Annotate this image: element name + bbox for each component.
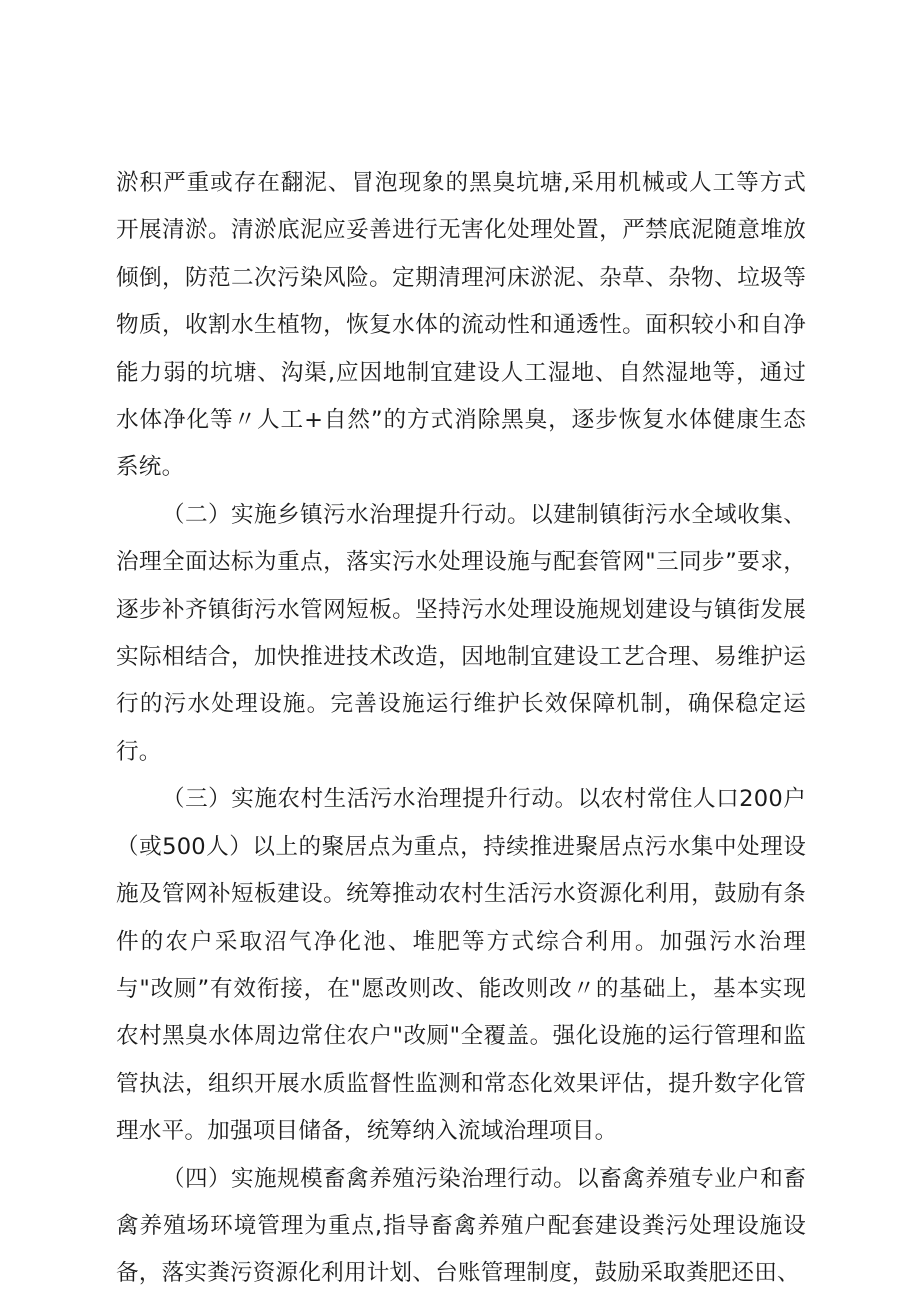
- paragraph-section-4: （四）实施规模畜禽养殖污染治理行动。以畜禽养殖专业户和畜禽养殖场环境管理为重点,指导畜禽养殖户配套建设粪污处理设施设备，落实粪污资源化利用计划、台账管理制度，鼓励采取粪肥还田、: [116, 1165, 806, 1287]
- document-body: [116, 160, 806, 1298]
- paragraph-continuation: 淤积严重或存在翻泥、冒泡现象的黑臭坑塘,采用机械或人工等方式开展清淤。清淤底泥应妥善进行无害化处理处置，严禁底泥随意堆放倾倒，防范二次污染风险。定期清理河床淤泥、杂草、杂物、垃圾等物质，收割水生植物，恢复水体的流动性和通透性。面积较小和自净能力弱的坑塘、沟渠,应因地制宜建设人工湿地、自然湿地等，通过水体净化等〃人工+自然”的方式消除黑臭，逐步恢复水体健康生态系统。: [116, 170, 806, 481]
- paragraph-section-3: （三）实施农村生活污水治理提升行动。以农村常住人口200户（或500人）以上的聚居点为重点，持续推进聚居点污水集中处理设施及管网补短板建设。统筹推动农村生活污水资源化利用，鼓励有条件的农户采取沼气净化池、堆肥等方式综合利用。加强污水治理与"改厕”有效衔接，在"愿改则改、能改则改〃的基础上，基本实现农村黑臭水体周边常住农户"改厕"全覆盖。强化设施的运行管理和监管执法，组织开展水质监督性监测和常态化效果评估，提升数字化管理水平。加强项目储备，统筹纳入流域治理项目。: [116, 786, 806, 1145]
- paragraph-section-2: （二）实施乡镇污水治理提升行动。以建制镇街污水全域收集、治理全面达标为重点，落实污水处理设施与配套管网"三同步”要求，逐步补齐镇街污水管网短板。坚持污水处理设施规划建设与镇街发展实际相结合，加快推进技术改造，因地制宜建设工艺合理、易维护运行的污水处理设施。完善设施运行维护长效保障机制，确保稳定运行。: [116, 501, 806, 765]
